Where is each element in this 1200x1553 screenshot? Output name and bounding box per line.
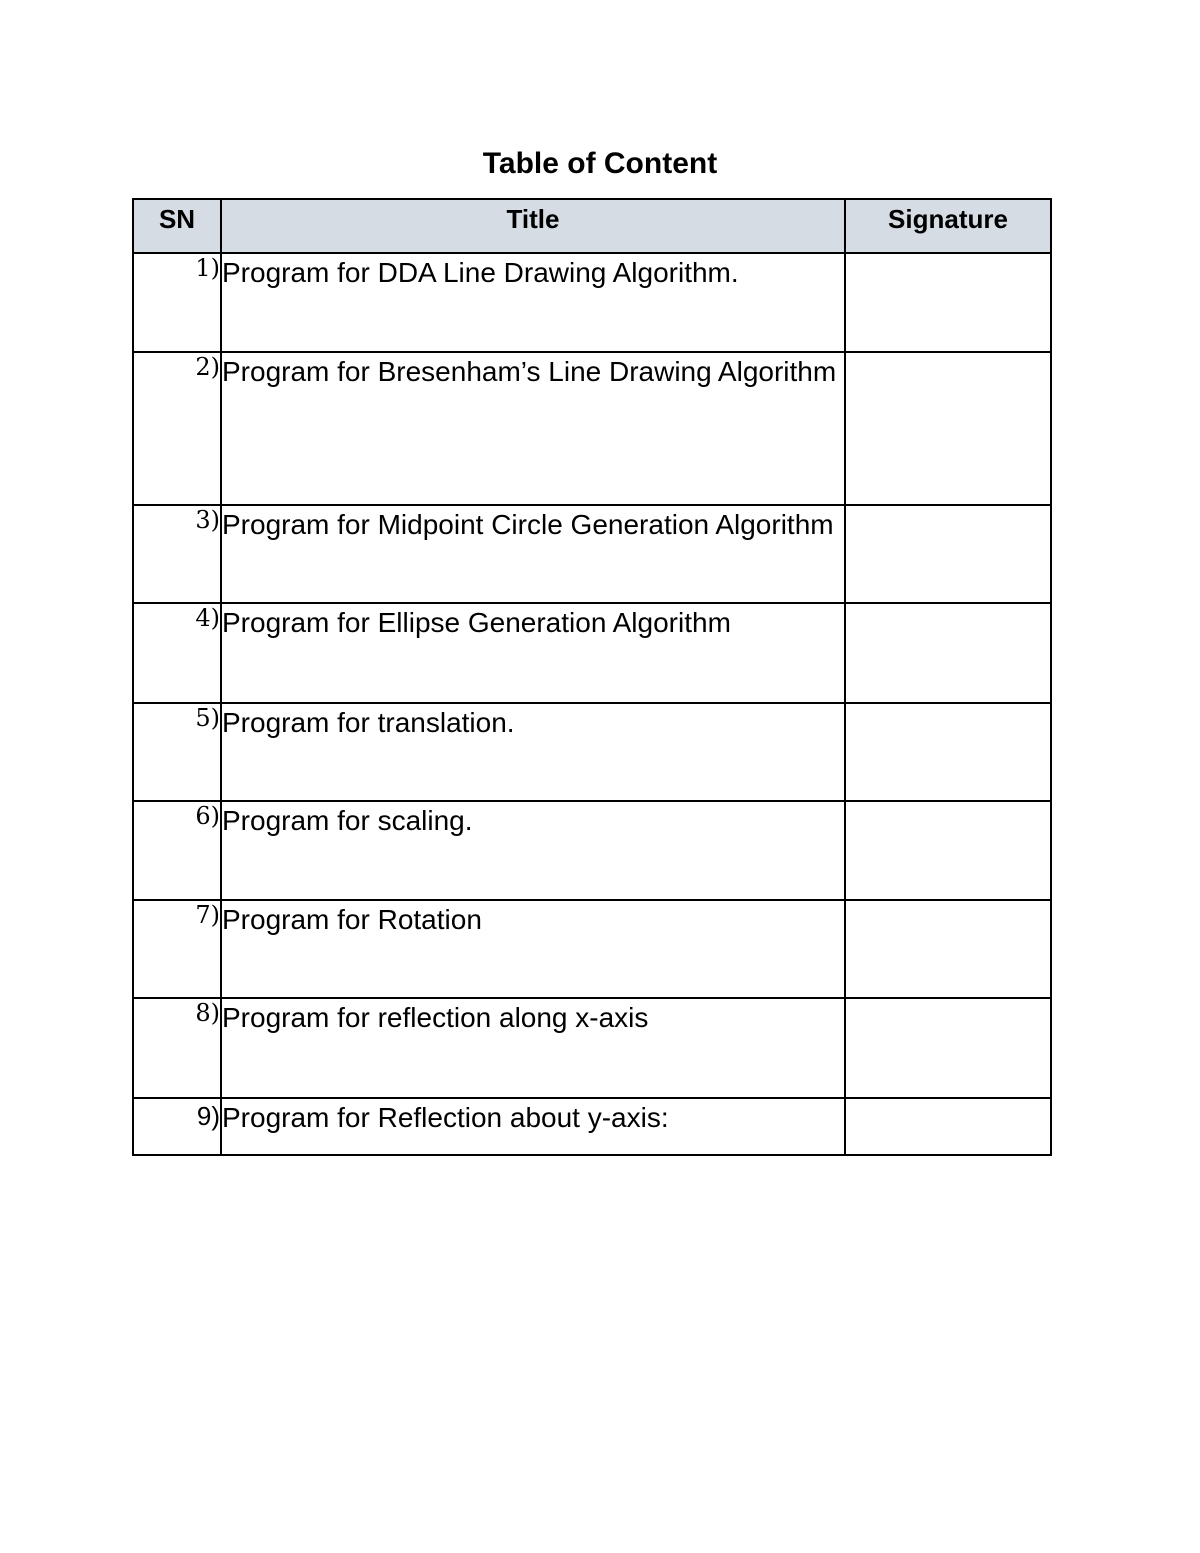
table-row bbox=[133, 505, 1051, 603]
row-signature bbox=[845, 505, 1051, 603]
page-title: Table of Content bbox=[482, 147, 718, 180]
row-signature bbox=[845, 253, 1051, 352]
column-header-sn: SN bbox=[133, 199, 221, 253]
table-row bbox=[133, 998, 1051, 1098]
table-row bbox=[133, 1098, 1051, 1155]
row-title: Program for translation. bbox=[221, 703, 845, 801]
table-row bbox=[133, 603, 1051, 703]
table-row bbox=[133, 801, 1051, 900]
row-title: Program for scaling. bbox=[221, 801, 845, 900]
row-number: 3) bbox=[133, 505, 221, 603]
row-title: Program for DDA Line Drawing Algorithm. bbox=[221, 253, 845, 352]
row-number: 1) bbox=[133, 253, 221, 352]
table-row bbox=[133, 352, 1051, 505]
row-title: Program for Midpoint Circle Generation Algorithm bbox=[221, 505, 845, 603]
table-row bbox=[133, 703, 1051, 801]
row-number: 6) bbox=[133, 801, 221, 900]
column-header-signature: Signature bbox=[845, 199, 1051, 253]
column-header-title: Title bbox=[221, 199, 845, 253]
row-title: Program for Bresenham’s Line Drawing Algorithm bbox=[221, 352, 845, 505]
row-title: Program for Ellipse Generation Algorithm bbox=[221, 603, 845, 703]
row-signature bbox=[845, 703, 1051, 801]
row-title: Program for reflection along x-axis bbox=[221, 998, 845, 1098]
row-number: 7) bbox=[133, 900, 221, 998]
row-signature bbox=[845, 1098, 1051, 1155]
row-title: Program for Reflection about y-axis: bbox=[221, 1098, 845, 1155]
table-row bbox=[133, 900, 1051, 998]
table-of-content bbox=[132, 198, 1052, 1156]
row-number: 9) bbox=[133, 1098, 221, 1155]
row-title: Program for Rotation bbox=[221, 900, 845, 998]
row-signature bbox=[845, 352, 1051, 505]
row-signature bbox=[845, 900, 1051, 998]
table-header-row bbox=[133, 199, 1051, 253]
row-number: 2) bbox=[133, 352, 221, 505]
table-row bbox=[133, 253, 1051, 352]
row-signature bbox=[845, 801, 1051, 900]
row-number: 4) bbox=[133, 603, 221, 703]
row-signature bbox=[845, 998, 1051, 1098]
row-number: 8) bbox=[133, 998, 221, 1098]
row-number: 5) bbox=[133, 703, 221, 801]
row-signature bbox=[845, 603, 1051, 703]
